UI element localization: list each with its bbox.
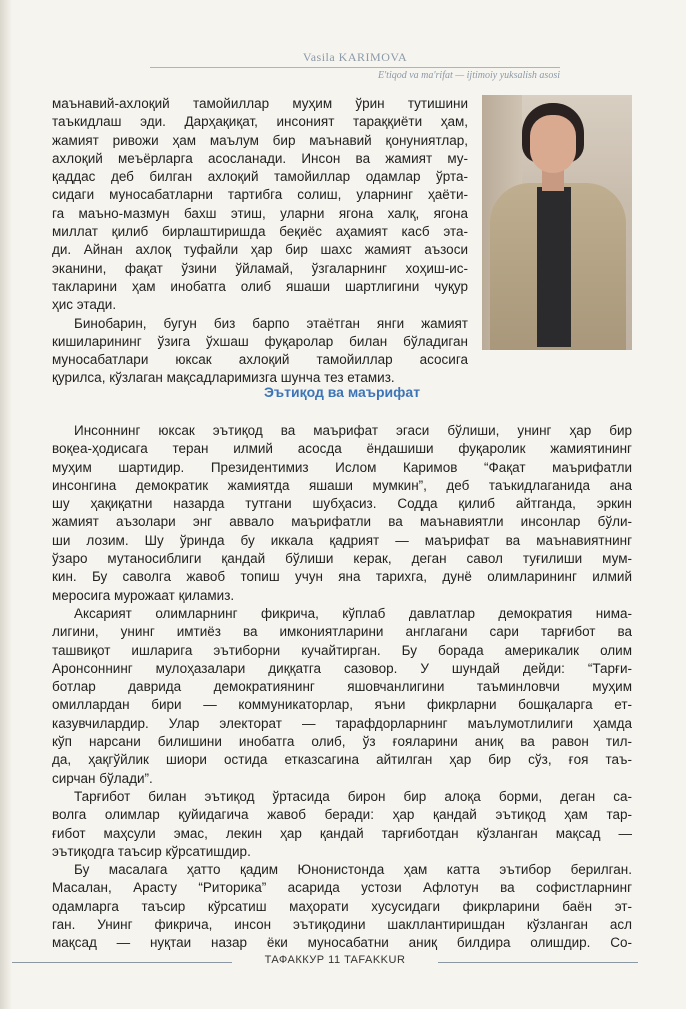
photo-shirt <box>537 187 571 347</box>
footer-rule-right <box>438 962 638 963</box>
author-portrait-photo <box>482 95 632 350</box>
text-line: сирчан бўлади”. <box>52 770 153 786</box>
text-line: ботлар даврида демократиянинг яшовчанлигини таъминловчи муҳим <box>52 679 632 695</box>
text-line: Тарғибот билан эътиқод ўртасида бирон бир алоқа борми, деган са- <box>74 788 632 804</box>
running-header <box>150 50 560 81</box>
text-line: Масалан, Арасту “Риторика” асарида устози Афлотун ва софистларнинг <box>52 880 632 896</box>
intro-paragraph-2 <box>52 315 468 388</box>
text-line: Аронсоннинг мулоҳазалари диққатга сазовор. У шундай дейди: “Тарғи- <box>52 660 632 676</box>
text-line: кўп нарсани билишини инобатга олиб, ўз ғояларини аниқ ва равон тил- <box>52 734 632 750</box>
text-line: сидаги муносабатларни тартибга солиш, уларнинг ҳаёти- <box>52 187 468 203</box>
text-line: муносабатлари юксак ахлоқий тамойиллар асосига <box>52 352 468 368</box>
text-line: ди. Айнан ахлоқ туфайли ҳар бир шахс жамият аъзоси <box>52 242 468 258</box>
text-line: воқеа-ҳодисага теран илмий асосда ёндашиши фуқаролик жамиятининг <box>52 441 632 457</box>
text-line: эътиқодга таъсир кўрсатишдир. <box>52 843 251 859</box>
intro-column <box>52 95 468 388</box>
text-line: жамият аъзолари энг аввало маърифатли ва маънавиятли инсонлар бўли- <box>52 514 632 530</box>
text-line: Бинобарин, бугун биз барпо этаётган янги жамият <box>74 315 468 331</box>
text-line: лигини, унинг имтиёз ва имкониятларини англагани сари тарғибот ва <box>52 624 632 640</box>
text-line: казувчилардир. Улар электорат — тарафдорларнинг маълумотлилиги ҳамда <box>52 715 632 731</box>
text-line: ҳис этади. <box>52 297 117 313</box>
header-subtitle: E'tiqod va ma'rifat — ijtimoiy yuksalish asosi <box>377 70 560 81</box>
footer-rule-left <box>12 962 232 963</box>
text-line: га маъно-мазмун бахш этиш, уларни ягона халқ, ягона <box>52 205 468 221</box>
text-line: эканини, фақат ўзини ўйламай, ўзгаларнинг хоҳиш-ис- <box>52 260 468 276</box>
body-paragraph-3 <box>52 788 632 861</box>
text-line: жамият ривожи ҳам маълум бир маънавий қонуниятлар, <box>52 132 468 148</box>
text-line: Бу масалага ҳатто қадим Юнонистонда ҳам катта эътибор берилган. <box>74 862 632 878</box>
main-column <box>52 422 632 953</box>
section-heading: Эътиқод ва маърифат <box>263 384 421 400</box>
text-line: омиллардан бири — коммуникаторлар, яъни фикрларни бошқаларга ет- <box>52 697 632 713</box>
text-line: таъкидлаш эди. Дарҳақиқат, инсоният тараққиёти ҳам, <box>52 114 468 130</box>
text-line: такларини ҳам инобатга олиб яшаши шартлигини чуқур <box>52 278 468 294</box>
text-line: ўзаро мутаносиблиги қандай бўлиши керак, деган савол туғилиши мум- <box>52 551 632 567</box>
text-line: ташвиқот ишларига эътиборни кучайтирган. Бу борада америкалик олим <box>52 642 632 658</box>
header-rule <box>150 67 560 68</box>
page-edge-shadow <box>0 0 12 1009</box>
text-line: волга олимлар қуйидагича жавоб беради: ҳар қандай эътиқод ҳам тар- <box>52 807 632 823</box>
body-paragraph-4 <box>52 861 632 952</box>
text-line: муҳим шартидир. Президентимиз Ислом Каримов “Фақат маърифатли <box>52 459 632 475</box>
text-line: Аксарият олимларнинг фикрича, кўплаб давлатлар демократия нима- <box>74 605 632 621</box>
text-line: одамларга таъсир кўрсатиш маҳорати хусусидаги фикрларини баён эт- <box>52 898 632 914</box>
text-line: маънавий-ахлоқий тамойиллар муҳим ўрин тутишини <box>52 96 468 111</box>
text-line: ахлоқий меъёрларга асосланади. Инсон ва жамият му- <box>52 150 468 166</box>
body-paragraph-1 <box>52 422 632 605</box>
text-line: мақсад — нуқтаи назар ёки муносабатни аниқ билдира олишдир. Со- <box>52 935 632 951</box>
page-footer <box>0 954 686 970</box>
footer-label: ТАФАККУР 11 TAFAKKUR <box>264 954 406 966</box>
text-line: ғибот маҳсули эмас, лекин ҳар қандай тарғиботдан кўзланган мақсад — <box>52 825 632 841</box>
text-line: меросига мурожаат қиламиз. <box>52 587 235 603</box>
text-line: Инсоннинг юксак эътиқод ва маърифат эгаси бўлиши, унинг ҳар бир <box>74 423 632 438</box>
text-line: ши лозим. Шу ўринда бу иккала қадрият — маърифат ва маънавиятнинг <box>52 532 632 548</box>
text-line: кин. Бу саволга жавоб топиш учун яна тарихга, дунё олимларининг илмий <box>52 569 632 585</box>
text-line: кишиларининг ўзига ўхшаш фуқаролар билан бўладиган <box>52 333 468 349</box>
text-line: ган. Унинг фикрича, инсон эътиқодини шакллантиришдан кўзланган асл <box>52 917 632 933</box>
photo-face <box>530 115 576 173</box>
body-paragraph-2 <box>52 605 632 788</box>
text-line: инсонгина демократик жамиятда яшаши мумкин”, деб таъкидлаганида ана <box>52 477 632 493</box>
text-line: шу ҳақиқатни назарда тутгани шубҳасиз. Содда қилиб айтганда, эркин <box>52 496 632 512</box>
text-line: миллат қилиб бирлаштиришда беқиёс аҳамият касб эта- <box>52 224 468 240</box>
text-line: қурилса, кўзлаган мақсадларимизга шунча тез етамиз. <box>52 370 395 386</box>
header-author: Vasila KARIMOVA <box>302 50 408 64</box>
text-line: да, ҳақгўйлик шиори остида етказсагина айтилган ҳар бир сўз, ғоя таъ- <box>52 752 632 768</box>
text-line: қаддас деб билган ахлоқий тамойиллар одамлар ўрта- <box>52 169 468 185</box>
intro-paragraph-1 <box>52 95 468 315</box>
